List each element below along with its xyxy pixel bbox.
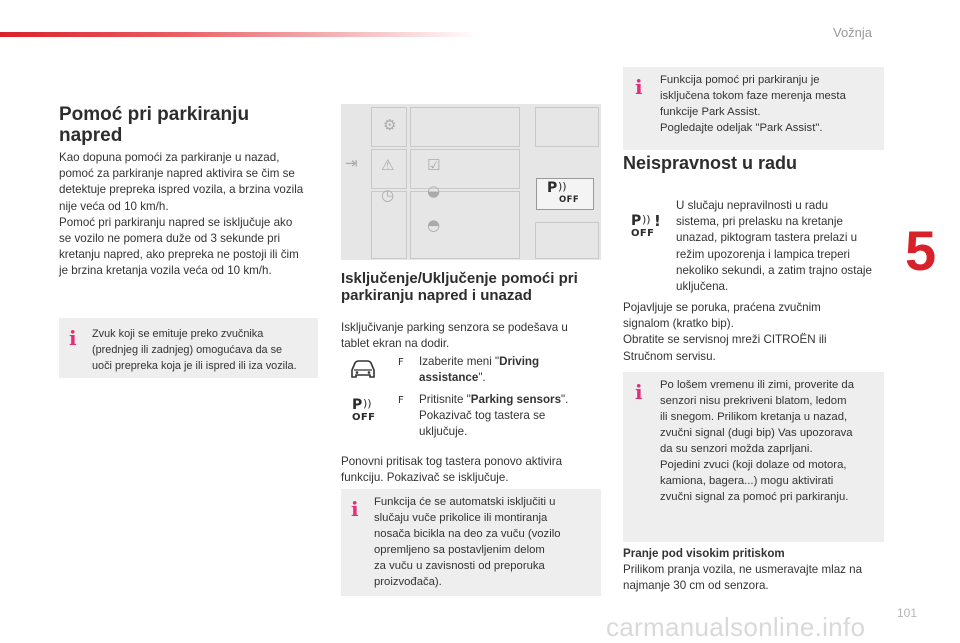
info-note-sound [59, 318, 318, 378]
touchscreen-illustration [341, 104, 601, 260]
warning-exclamation-icon: ! [654, 212, 661, 230]
info-icon: i [69, 326, 77, 350]
sensor-waves-icon: )) [642, 213, 651, 226]
parking-sensor-button-icon [347, 396, 385, 428]
note-text [92, 326, 297, 374]
text-line: za vuču u zavisnosti od preporuka [374, 560, 545, 572]
stopwatch-icon: ◷ [381, 186, 395, 204]
text-line: Isključivanje parking senzora se podešava u [341, 321, 568, 334]
text-line: funkcije Park Assist. [660, 106, 761, 118]
car-front-icon: ◓ [427, 216, 441, 234]
bullet-icon: F [398, 357, 404, 368]
checklist-icon: ☑ [427, 156, 441, 174]
text-line: opremljeno sa postavljenim delom [374, 544, 545, 556]
text-line: Pojavljuje se poruka, praćena zvučnim [623, 301, 821, 314]
note-text [374, 494, 561, 590]
text-line: nije veća od 10 km/h. [59, 199, 169, 213]
step-press-button [419, 392, 568, 441]
text: Pritisnite " [419, 393, 471, 406]
text-line: U slučaju nepravilnosti u radu [676, 199, 829, 212]
menu-name: Driving [499, 355, 540, 368]
middle-intro [341, 320, 568, 352]
car-menu-icon [347, 358, 379, 380]
warning-icon: ⚠ [381, 156, 395, 174]
text-line: isključena tokom faze merenja mesta [660, 90, 846, 102]
text-line: kamiona, bagera...) mogu aktivirati [660, 475, 834, 487]
page-number: 101 [897, 606, 918, 620]
off-label: OFF [352, 412, 376, 423]
text-line: (prednjeg ili zadnjeg) omogućava da se [92, 344, 283, 356]
note-text [660, 377, 854, 505]
screen-tile [410, 107, 520, 147]
text-line: unazad, piktogram tastera prelazi u [676, 231, 858, 245]
middle-paragraph-2 [341, 454, 562, 486]
pressure-wash-title: Pranje pod visokim pritiskom [623, 547, 785, 560]
text-line: proizvođača). [374, 576, 442, 588]
text-line: režim upozorenja i lampica treperi [676, 247, 850, 261]
sensor-waves-icon: )) [363, 397, 372, 410]
parking-p-icon: P [352, 397, 363, 413]
info-note-towing [341, 489, 601, 596]
text-line: zvučni signal (dugi bip) Vas upozorava [660, 427, 853, 439]
text: ". [561, 393, 569, 406]
heading-line: parkiranju napred i unazad [341, 287, 532, 304]
text-line: Pomoć pri parkiranju napred se isključuje ako [59, 215, 293, 229]
text: ". [478, 371, 486, 385]
fault-description [676, 198, 872, 295]
text-line: nosača bicikla na deo za vuču (vozilo [374, 528, 561, 540]
text-line: Prilikom pranja vozila, ne usmeravajte mlaz na [623, 563, 863, 577]
section-label: Vožnja [833, 25, 873, 40]
text-line: Obratite se servisnoj mreži CITROËN ili [623, 333, 827, 347]
text-line: Pojedini zvuci (koji dolaze od motora, [660, 459, 847, 471]
title-line: Pomoć pri parkiranju [59, 104, 250, 125]
text-line: pomoć za parkiranje napred aktivira se čim se [59, 167, 295, 181]
parking-p-icon: P [547, 180, 558, 196]
text-line: Funkcija pomoć pri parkiranju je [660, 74, 820, 86]
message-paragraph [623, 300, 827, 365]
parking-p-icon: P [631, 213, 642, 229]
text-line: Funkcija će se automatski isključiti u [374, 496, 556, 508]
step-select-menu [419, 354, 539, 386]
info-icon: i [635, 75, 643, 99]
watermark: carmanualsonline.info [606, 612, 866, 642]
text-line: funkciju. Pokazivač se isključuje. [341, 471, 509, 485]
sensor-waves-icon: )) [558, 180, 567, 193]
chapter-number: 5 [905, 219, 937, 282]
text-line: signalom (kratko bip). [623, 317, 734, 331]
car-side-icon: ◒ [427, 182, 441, 200]
text-line: tablet ekran na dodir. [341, 337, 450, 351]
section-title [59, 104, 249, 146]
button-name: Parking sensors [470, 393, 562, 406]
text-line: Kao dopuna pomoći za parkiranje u nazad, [59, 151, 280, 164]
settings-icon: ⚙ [383, 116, 397, 134]
menu-name: assistance [419, 371, 479, 385]
info-note-park-assist [623, 67, 884, 150]
text-line: sistema, pri prelasku na kretanje [676, 215, 843, 229]
parking-sensors-button[interactable] [536, 178, 594, 210]
info-icon: i [351, 497, 359, 521]
text-line: Ponovni pritisak tog tastera ponovo aktivira [341, 455, 563, 468]
text-line: senzori nisu prekriveni blatom, ledom [660, 395, 847, 407]
malfunction-heading: Neispravnost u radu [623, 153, 798, 173]
info-note-weather [623, 372, 884, 542]
text-line: da su senzori možda zaprljani. [660, 443, 813, 455]
text-line: Zvuk koji se emituje preko zvučnika [92, 328, 264, 340]
heading-line: Isključenje/Uključenje pomoći pri [341, 270, 578, 287]
text: Izaberite meni " [419, 355, 500, 368]
text-line: ili snegom. Prilikom kretanja u nazad, [660, 411, 848, 423]
parking-sensor-fault-icon [626, 212, 666, 244]
subsection-heading [341, 270, 578, 304]
text-line: uključuje. [419, 425, 468, 439]
screen-tile [535, 107, 599, 147]
text-line: Stručnom servisu. [623, 349, 716, 363]
intro-paragraph [59, 150, 303, 280]
text-line: kretanju napred, ako prepreka ne postoji ili čim [59, 248, 299, 262]
text-line: detektuje prepreka ispred vozila, a brzina vozila [59, 183, 304, 197]
screen-tile [535, 222, 599, 259]
header-accent-bar [0, 32, 480, 37]
text-line: Pokazivač tog tastera se [419, 409, 546, 423]
text-line: uključena. [676, 280, 729, 294]
pressure-wash-section [623, 546, 862, 595]
login-icon: ⇥ [345, 154, 358, 172]
text-line: Po lošem vremenu ili zimi, proverite da [660, 379, 854, 391]
text-line: Pogledajte odeljak "Park Assist". [660, 122, 823, 134]
off-label: OFF [631, 228, 655, 239]
text-line: je brzina kretanja vozila veća od 10 km/h. [59, 264, 272, 278]
text-line: se vozilo ne pomera duže od 3 sekunde pri [59, 232, 281, 246]
off-label: OFF [559, 195, 580, 205]
text-line: uoči prepreka koja je ili ispred ili iza vozila. [92, 360, 297, 372]
text-line: slučaju vuče prikolice ili montiranja [374, 512, 548, 524]
note-text [660, 72, 846, 136]
info-icon: i [635, 380, 643, 404]
text-line: najmanje 30 cm od senzora. [623, 579, 769, 593]
bullet-icon: F [398, 395, 404, 406]
text-line: zvučni signal za pomoć pri parkiranju. [660, 491, 849, 503]
title-line: napred [59, 125, 123, 146]
text-line: nekoliko sekundi, a zatim trajno ostaje [676, 263, 872, 277]
